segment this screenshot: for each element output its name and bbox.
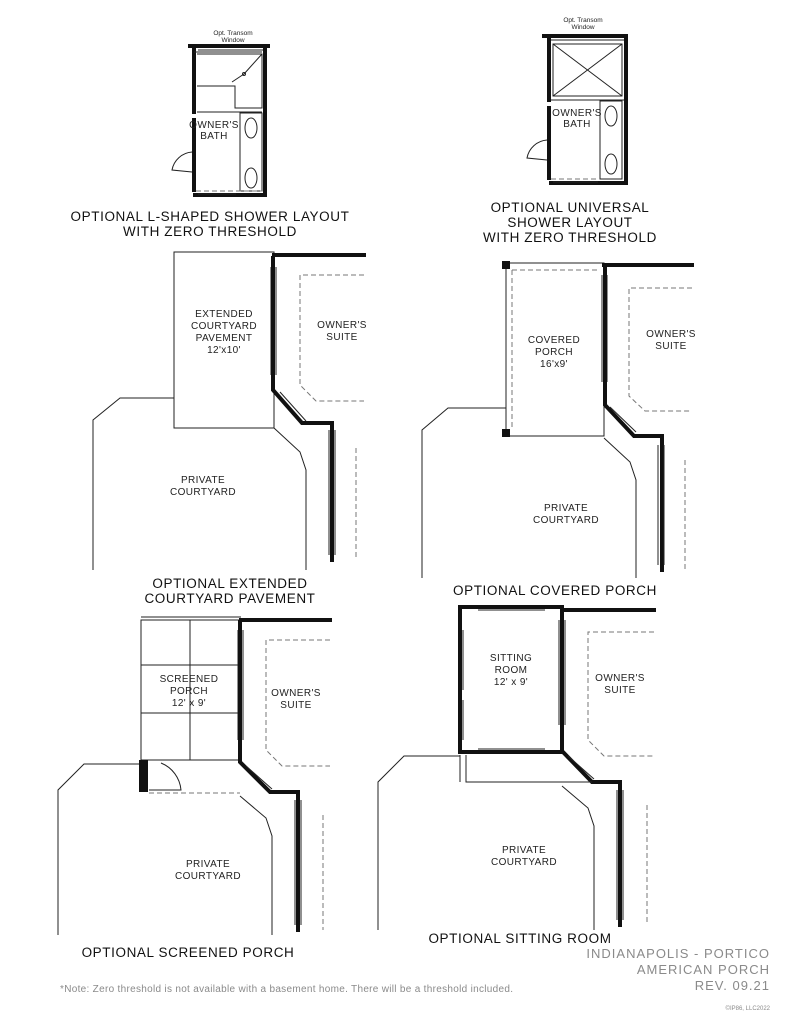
revision-label: REV. 09.21 (694, 978, 770, 993)
title-block-line-1: INDIANAPOLIS - PORTICO (586, 946, 770, 961)
universal-transom-label-2: Window (571, 24, 595, 31)
lshape-room-label-1: OWNER'S (189, 120, 239, 131)
covered-caption (445, 583, 665, 598)
sitting-caption (420, 931, 620, 946)
covered-courtyard-label-1: PRIVATE (543, 503, 589, 514)
lshape-transom-label-1: Opt. Transom (213, 30, 253, 37)
covered-porch-label-2: PORCH (534, 347, 574, 358)
lshape-shower-plan (172, 30, 268, 195)
covered-courtyard-label-2: COURTYARD (532, 515, 600, 526)
zero-threshold-note: *Note: Zero threshold is not available with a basement home. There will be a threshold included. (60, 984, 514, 995)
universal-caption-line-1: OPTIONAL UNIVERSAL (490, 200, 650, 215)
universal-caption-line-3: WITH ZERO THRESHOLD (483, 230, 657, 245)
universal-shower-plan (527, 17, 626, 183)
universal-transom-label-1: Opt. Transom (563, 17, 603, 24)
copyright-label: ©IP86, LLC2022 (725, 1006, 770, 1012)
covered-porch-label-3: 16'x9' (540, 359, 568, 370)
sitting-suite-label-1: OWNER'S (595, 673, 645, 684)
lshape-transom-label-2: Window (221, 37, 245, 44)
lshape-caption (70, 209, 350, 239)
extended-courtyard-label-1: PRIVATE (180, 475, 226, 486)
screened-suite-label-1: OWNER'S (271, 688, 321, 699)
sitting-room-plan (378, 607, 654, 930)
extended-courtyard-plan (93, 252, 367, 570)
title-block-line-2: AMERICAN PORCH (636, 962, 770, 977)
screened-courtyard-label-2: COURTYARD (174, 871, 242, 882)
screened-suite-label-2: SUITE (280, 700, 312, 711)
universal-room-label-2: BATH (563, 119, 591, 130)
extended-pavement-label-2: COURTYARD (190, 321, 258, 332)
screened-caption-line-1: OPTIONAL SCREENED PORCH (81, 945, 295, 960)
universal-caption-line-2: SHOWER LAYOUT (507, 215, 633, 230)
extended-courtyard-label-2: COURTYARD (169, 487, 237, 498)
screened-porch-label-3: 12' x 9' (171, 698, 207, 709)
screened-porch-label-1: SCREENED (159, 674, 219, 685)
covered-caption-line-1: OPTIONAL COVERED PORCH (453, 583, 657, 598)
sitting-courtyard-label-1: PRIVATE (501, 845, 547, 856)
screened-porch-label-2: PORCH (169, 686, 209, 697)
lshape-caption-line-2: WITH ZERO THRESHOLD (123, 224, 297, 239)
sitting-room-label-2: ROOM (494, 665, 528, 676)
covered-porch-plan (422, 261, 696, 578)
lshape-room-label-2: BATH (200, 131, 228, 142)
sitting-courtyard-label-2: COURTYARD (490, 857, 558, 868)
extended-suite-label-2: SUITE (326, 332, 358, 343)
covered-porch-label-1: COVERED (527, 335, 581, 346)
sitting-room-label-3: 12' x 9' (493, 677, 529, 688)
covered-suite-label-2: SUITE (655, 341, 687, 352)
extended-pavement-label-3: PAVEMENT (195, 333, 253, 344)
lshape-caption-line-1: OPTIONAL L-SHAPED SHOWER LAYOUT (70, 209, 350, 224)
extended-caption-line-1: OPTIONAL EXTENDED (152, 576, 308, 591)
universal-caption (470, 200, 670, 245)
extended-caption (130, 576, 330, 606)
extended-pavement-label-4: 12'x10' (207, 345, 241, 356)
sitting-caption-line-1: OPTIONAL SITTING ROOM (428, 931, 612, 946)
covered-suite-label-1: OWNER'S (646, 329, 696, 340)
sitting-suite-label-2: SUITE (604, 685, 636, 696)
sitting-room-label-1: SITTING (489, 653, 533, 664)
screened-caption (78, 945, 298, 960)
universal-room-label-1: OWNER'S (552, 108, 602, 119)
extended-pavement-label-1: EXTENDED (195, 309, 253, 320)
screened-porch-plan (58, 617, 330, 935)
screened-courtyard-label-1: PRIVATE (185, 859, 231, 870)
extended-suite-label-1: OWNER'S (317, 320, 367, 331)
extended-caption-line-2: COURTYARD PAVEMENT (144, 591, 316, 606)
